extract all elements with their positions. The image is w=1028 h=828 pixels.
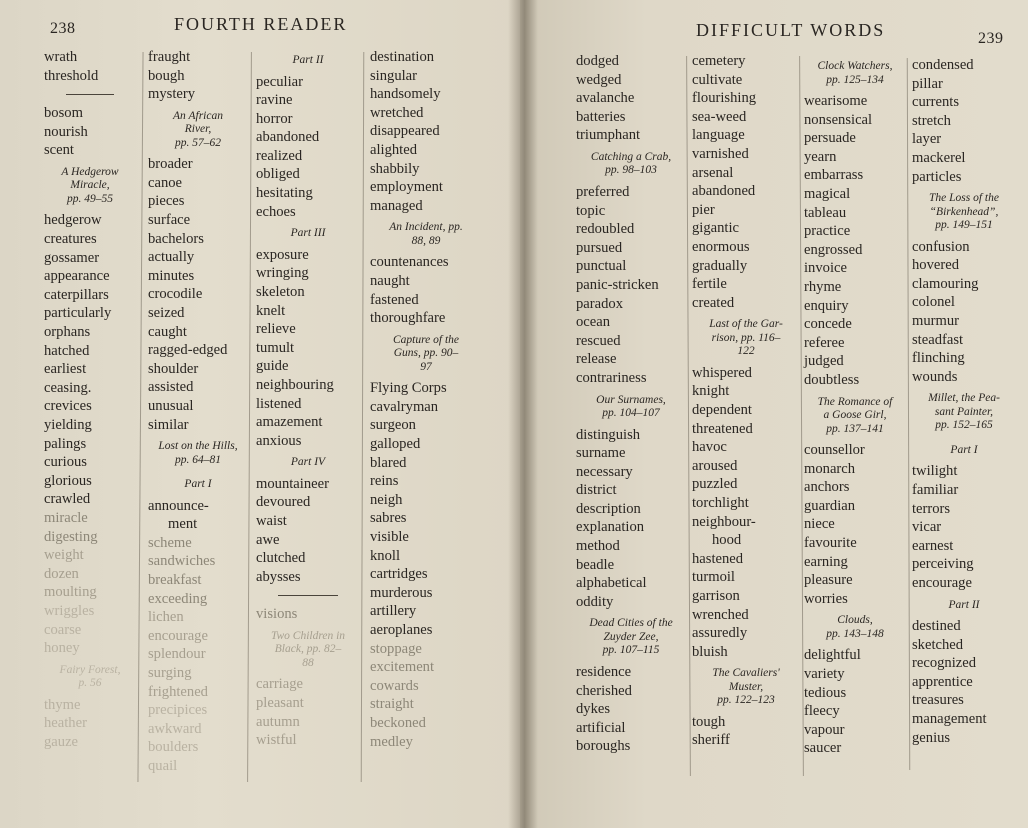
book-gutter bbox=[508, 0, 538, 828]
vocabulary-word: pleasant bbox=[256, 695, 304, 712]
vocabulary-word: vapour bbox=[804, 721, 845, 738]
vocabulary-word: language bbox=[692, 127, 745, 144]
section-heading: Part III bbox=[290, 227, 326, 240]
section-heading: Capture of the Guns, pp. 90– 97 bbox=[392, 333, 459, 373]
vocabulary-word: neigh bbox=[370, 491, 403, 508]
section-heading: Part II bbox=[292, 54, 324, 66]
vocabulary-word: ravine bbox=[256, 92, 293, 109]
vocabulary-word: beckoned bbox=[370, 714, 426, 731]
vocabulary-word: weight bbox=[44, 547, 84, 564]
section-heading: Our Surnames, pp. 104–107 bbox=[596, 393, 666, 419]
vocabulary-word: guardian bbox=[804, 497, 856, 514]
column-divider bbox=[137, 52, 143, 782]
vocabulary-word: judged bbox=[804, 353, 844, 370]
vocabulary-word: wrath bbox=[44, 49, 78, 65]
vocabulary-word: avalanche bbox=[576, 90, 635, 107]
vocabulary-word: gauze bbox=[44, 733, 79, 750]
vocabulary-word: cartridges bbox=[370, 566, 428, 583]
vocabulary-word: hatched bbox=[44, 342, 90, 359]
vocabulary-word: abandoned bbox=[256, 129, 320, 146]
vocabulary-word: managed bbox=[370, 197, 423, 214]
word-column-4 bbox=[370, 48, 482, 751]
section-heading: Two Children in Black, pp. 82– 88 bbox=[270, 629, 346, 669]
vocabulary-word: variety bbox=[804, 665, 845, 682]
vocabulary-word: carriage bbox=[256, 676, 303, 693]
vocabulary-word: surname bbox=[576, 445, 626, 462]
vocabulary-word: stoppage bbox=[370, 640, 422, 657]
vocabulary-word: worries bbox=[804, 590, 848, 607]
vocabulary-word: breakfast bbox=[148, 572, 202, 589]
section-heading: Part I bbox=[950, 443, 978, 456]
vocabulary-word: honey bbox=[44, 640, 80, 657]
vocabulary-word: residence bbox=[576, 663, 632, 680]
vocabulary-word: enormous bbox=[692, 238, 750, 255]
vocabulary-word: saucer bbox=[804, 740, 842, 757]
vocabulary-word: fraught bbox=[148, 49, 191, 65]
vocabulary-word: curious bbox=[44, 454, 87, 471]
vocabulary-word: method bbox=[576, 538, 620, 555]
vocabulary-word: digesting bbox=[44, 528, 98, 545]
vocabulary-word: knelt bbox=[256, 302, 286, 319]
vocabulary-word: glorious bbox=[44, 472, 92, 489]
vocabulary-word: galloped bbox=[370, 436, 421, 452]
section-heading: Fairy Forest, p. 56 bbox=[59, 663, 121, 690]
vocabulary-word: countenances bbox=[370, 254, 449, 271]
vocabulary-word: wistful bbox=[256, 732, 297, 749]
vocabulary-word: panic-stricken bbox=[576, 276, 659, 293]
section-heading: An Incident, pp. 88, 89 bbox=[389, 221, 463, 247]
vocabulary-word: surgeon bbox=[370, 417, 416, 434]
vocabulary-word: medley bbox=[370, 733, 413, 750]
vocabulary-word: embarrass bbox=[804, 167, 864, 184]
section-heading: Part II bbox=[948, 598, 980, 611]
vocabulary-word: bough bbox=[148, 67, 185, 84]
vocabulary-word: gigantic bbox=[692, 220, 740, 237]
vocabulary-word: necessary bbox=[576, 463, 633, 480]
vocabulary-word: actually bbox=[148, 249, 195, 266]
vocabulary-word: management bbox=[912, 711, 987, 728]
vocabulary-word: reins bbox=[370, 473, 399, 490]
vocabulary-word: whispered bbox=[692, 364, 752, 381]
vocabulary-word: assuredly bbox=[692, 625, 748, 642]
vocabulary-word: shabbily bbox=[370, 160, 420, 177]
vocabulary-word: vicar bbox=[912, 519, 942, 536]
word-column-3 bbox=[256, 48, 360, 750]
vocabulary-word: neighbouring bbox=[256, 376, 334, 393]
running-header: FOURTH READER bbox=[174, 14, 348, 34]
vocabulary-word: visible bbox=[370, 528, 409, 545]
vocabulary-word: redoubled bbox=[576, 221, 635, 238]
vocabulary-word: colonel bbox=[912, 294, 955, 311]
vocabulary-word: encourage bbox=[912, 574, 972, 591]
vocabulary-word: wringing bbox=[256, 265, 309, 282]
word-column-4 bbox=[912, 56, 1016, 747]
vocabulary-word: wearisome bbox=[804, 93, 868, 109]
vocabulary-word: hedgerow bbox=[44, 212, 102, 229]
vocabulary-word: cherished bbox=[576, 682, 632, 699]
vocabulary-word: devoured bbox=[256, 494, 311, 511]
section-heading: An African River, pp. 57–62 bbox=[173, 109, 223, 149]
vocabulary-word: nourish bbox=[44, 123, 88, 140]
vocabulary-word: thyme bbox=[44, 696, 81, 713]
vocabulary-word: created bbox=[692, 294, 735, 311]
vocabulary-word: yearn bbox=[804, 148, 837, 165]
column-divider bbox=[907, 58, 910, 770]
vocabulary-word: pillar bbox=[912, 75, 943, 92]
page-number: 239 bbox=[978, 30, 1004, 47]
vocabulary-word: sketched bbox=[912, 636, 964, 653]
section-heading: Part I bbox=[184, 478, 212, 491]
vocabulary-word: announce- bbox=[148, 497, 209, 514]
vocabulary-word: mystery bbox=[148, 86, 196, 103]
vocabulary-word: tumult bbox=[256, 339, 295, 356]
vocabulary-word: seized bbox=[148, 305, 185, 322]
vocabulary-word: caterpillars bbox=[44, 286, 109, 303]
vocabulary-word: surface bbox=[148, 212, 191, 229]
vocabulary-word: crocodile bbox=[148, 286, 203, 303]
vocabulary-word: cemetery bbox=[692, 53, 746, 69]
vocabulary-word: niece bbox=[804, 516, 835, 533]
vocabulary-word: apprentice bbox=[912, 673, 973, 690]
vocabulary-word: orphans bbox=[44, 324, 91, 341]
vocabulary-word: neighbour- bbox=[692, 513, 756, 530]
vocabulary-word: triumphant bbox=[576, 127, 641, 144]
vocabulary-word: sabres bbox=[370, 510, 407, 527]
vocabulary-word: counsellor bbox=[804, 442, 865, 458]
word-column-3 bbox=[804, 54, 906, 758]
vocabulary-word: arsenal bbox=[692, 164, 734, 181]
vocabulary-word: employment bbox=[370, 179, 443, 196]
vocabulary-word: genius bbox=[912, 729, 951, 746]
section-heading: A Hedgerow Miracle, pp. 49–55 bbox=[61, 165, 119, 205]
word-column-2 bbox=[148, 48, 248, 776]
vocabulary-word: scent bbox=[44, 142, 74, 159]
vocabulary-word: knoll bbox=[370, 547, 400, 564]
vocabulary-word: perceiving bbox=[912, 556, 974, 573]
vocabulary-word: blared bbox=[370, 454, 407, 471]
vocabulary-word: lichen bbox=[148, 609, 184, 626]
vocabulary-word: disappeared bbox=[370, 123, 440, 140]
vocabulary-word: dozen bbox=[44, 565, 79, 582]
vocabulary-word: bachelors bbox=[148, 230, 204, 247]
vocabulary-word: moulting bbox=[44, 584, 97, 601]
vocabulary-word: hovered bbox=[912, 257, 960, 274]
column-divider bbox=[361, 52, 365, 782]
vocabulary-word: dykes bbox=[576, 701, 611, 718]
section-rule bbox=[278, 595, 338, 596]
vocabulary-word: explanation bbox=[576, 519, 645, 536]
vocabulary-word: realized bbox=[256, 147, 303, 164]
vocabulary-word: pier bbox=[692, 201, 715, 218]
vocabulary-word: havoc bbox=[692, 439, 727, 456]
vocabulary-word: tableau bbox=[804, 204, 847, 221]
vocabulary-word: awkward bbox=[148, 720, 202, 737]
vocabulary-word: hood bbox=[712, 532, 742, 549]
vocabulary-word: broader bbox=[148, 156, 193, 173]
vocabulary-word: exposure bbox=[256, 246, 309, 263]
vocabulary-word: ragged-edged bbox=[148, 342, 228, 359]
vocabulary-word: beadle bbox=[576, 556, 615, 573]
vocabulary-word: earning bbox=[804, 553, 848, 570]
vocabulary-word: clamouring bbox=[912, 275, 979, 292]
section-heading: Part IV bbox=[290, 456, 326, 469]
vocabulary-word: anxious bbox=[256, 432, 302, 449]
vocabulary-word: persuade bbox=[804, 130, 856, 147]
vocabulary-word: torchlight bbox=[692, 494, 749, 511]
vocabulary-word: gradually bbox=[692, 257, 748, 274]
vocabulary-word: skeleton bbox=[256, 283, 305, 300]
vocabulary-word: enquiry bbox=[804, 297, 849, 314]
vocabulary-word: horror bbox=[256, 110, 293, 127]
section-heading: Clouds, pp. 143–148 bbox=[826, 614, 884, 640]
vocabulary-word: boulders bbox=[148, 739, 199, 756]
section-heading: Dead Cities of the Zuyder Zee, pp. 107–115 bbox=[589, 617, 673, 657]
vocabulary-word: preferred bbox=[576, 183, 630, 200]
vocabulary-word: echoes bbox=[256, 203, 296, 220]
vocabulary-word: favourite bbox=[804, 534, 857, 551]
vocabulary-word: varnished bbox=[692, 145, 749, 162]
vocabulary-word: sandwiches bbox=[148, 553, 216, 570]
vocabulary-word: puzzled bbox=[692, 476, 738, 493]
vocabulary-word: earnest bbox=[912, 537, 954, 554]
vocabulary-word: palings bbox=[44, 435, 87, 452]
vocabulary-word: doubtless bbox=[804, 371, 860, 388]
vocabulary-word: hastened bbox=[692, 550, 744, 567]
page-number: 238 bbox=[50, 20, 76, 37]
vocabulary-word: artificial bbox=[576, 719, 626, 736]
vocabulary-word: district bbox=[576, 482, 617, 499]
section-heading: The Romance of a Goose Girl, pp. 137–141 bbox=[817, 395, 893, 435]
vocabulary-word: knight bbox=[692, 383, 730, 400]
vocabulary-word: exceeding bbox=[148, 590, 208, 607]
vocabulary-word: anchors bbox=[804, 479, 850, 496]
vocabulary-word: pursued bbox=[576, 239, 623, 256]
section-heading: Catching a Crab, pp. 98–103 bbox=[590, 150, 672, 177]
vocabulary-word: gossamer bbox=[44, 249, 100, 266]
vocabulary-word: ment bbox=[168, 516, 198, 533]
vocabulary-word: coarse bbox=[44, 621, 82, 638]
vocabulary-word: pleasure bbox=[804, 572, 853, 589]
vocabulary-word: shoulder bbox=[148, 360, 199, 377]
vocabulary-word: pieces bbox=[148, 193, 185, 210]
vocabulary-word: quail bbox=[148, 758, 178, 774]
word-column-1 bbox=[576, 52, 686, 756]
vocabulary-word: tedious bbox=[804, 684, 847, 701]
vocabulary-word: particularly bbox=[44, 305, 112, 322]
vocabulary-word: invoice bbox=[804, 260, 847, 277]
vocabulary-word: confusion bbox=[912, 238, 970, 255]
vocabulary-word: bosom bbox=[44, 105, 83, 122]
vocabulary-word: currents bbox=[912, 94, 960, 111]
section-heading: Last of the Gar- rison, pp. 116– 122 bbox=[709, 318, 783, 358]
vocabulary-word: layer bbox=[912, 131, 942, 148]
column-divider bbox=[686, 56, 691, 776]
vocabulary-word: threatened bbox=[692, 420, 753, 437]
vocabulary-word: dependent bbox=[692, 402, 752, 418]
section-heading: Clock Watchers, pp. 125–134 bbox=[817, 60, 893, 86]
vocabulary-word: amazement bbox=[256, 414, 323, 431]
vocabulary-word: magical bbox=[804, 185, 851, 202]
vocabulary-word: contrariness bbox=[576, 369, 647, 386]
vocabulary-word: mountaineer bbox=[256, 475, 329, 492]
vocabulary-word: minutes bbox=[148, 267, 195, 284]
vocabulary-word: threshold bbox=[44, 67, 99, 84]
vocabulary-word: monarch bbox=[804, 460, 856, 477]
vocabulary-word: waist bbox=[256, 512, 287, 529]
vocabulary-word: turmoil bbox=[692, 569, 735, 586]
vocabulary-word: murderous bbox=[370, 584, 433, 601]
vocabulary-word: engrossed bbox=[804, 241, 863, 258]
vocabulary-word: mackerel bbox=[912, 149, 966, 166]
vocabulary-word: description bbox=[576, 500, 641, 517]
vocabulary-word: steadfast bbox=[912, 331, 964, 348]
vocabulary-word: yielding bbox=[44, 417, 92, 433]
vocabulary-word: hesitating bbox=[256, 185, 313, 202]
vocabulary-word: flourishing bbox=[692, 90, 757, 107]
vocabulary-word: rhyme bbox=[804, 278, 842, 295]
vocabulary-word: destination bbox=[370, 49, 435, 65]
vocabulary-word: twilight bbox=[912, 463, 958, 480]
vocabulary-word: tough bbox=[692, 713, 726, 730]
vocabulary-word: straight bbox=[370, 696, 414, 713]
word-column-1 bbox=[44, 48, 136, 752]
vocabulary-word: oddity bbox=[576, 593, 614, 610]
word-column-2 bbox=[692, 52, 800, 750]
vocabulary-word: topic bbox=[576, 202, 606, 219]
vocabulary-word: nonsensical bbox=[804, 111, 873, 128]
vocabulary-word: listened bbox=[256, 395, 302, 412]
vocabulary-word: wounds bbox=[912, 368, 958, 385]
vocabulary-word: abandoned bbox=[692, 183, 756, 200]
vocabulary-word: encourage bbox=[148, 627, 208, 644]
vocabulary-word: precipices bbox=[148, 702, 208, 719]
vocabulary-word: rescued bbox=[576, 332, 621, 349]
vocabulary-word: practice bbox=[804, 223, 851, 240]
vocabulary-word: recognized bbox=[912, 655, 977, 672]
vocabulary-word: dodged bbox=[576, 53, 619, 69]
vocabulary-word: cowards bbox=[370, 677, 419, 694]
vocabulary-word: miracle bbox=[44, 509, 88, 526]
section-heading: Millet, the Pea- sant Painter, pp. 152–165 bbox=[928, 392, 1000, 432]
vocabulary-word: aeroplanes bbox=[370, 621, 433, 638]
vocabulary-word: release bbox=[576, 351, 617, 368]
vocabulary-word: assisted bbox=[148, 379, 194, 396]
right-page bbox=[520, 0, 1028, 828]
vocabulary-word: heather bbox=[44, 715, 87, 732]
vocabulary-word: handsomely bbox=[370, 86, 441, 103]
vocabulary-word: relieve bbox=[256, 321, 296, 338]
vocabulary-word: sea-weed bbox=[692, 108, 747, 125]
vocabulary-word: canoe bbox=[148, 174, 183, 191]
vocabulary-word: distinguish bbox=[576, 426, 641, 443]
vocabulary-word: splendour bbox=[148, 646, 206, 663]
vocabulary-word: boroughs bbox=[576, 738, 631, 755]
vocabulary-word: sheriff bbox=[692, 732, 730, 749]
vocabulary-word: fleecy bbox=[804, 703, 840, 720]
vocabulary-word: fastened bbox=[370, 291, 419, 308]
vocabulary-word: caught bbox=[148, 323, 187, 340]
vocabulary-word: abysses bbox=[256, 568, 301, 585]
vocabulary-word: peculiar bbox=[256, 73, 303, 90]
vocabulary-word: cultivate bbox=[692, 71, 743, 88]
vocabulary-word: wrenched bbox=[692, 606, 749, 623]
vocabulary-word: garrison bbox=[692, 587, 740, 604]
vocabulary-word: fertile bbox=[692, 276, 727, 293]
vocabulary-word: visions bbox=[256, 606, 298, 623]
vocabulary-word: thoroughfare bbox=[370, 310, 446, 327]
vocabulary-word: unusual bbox=[148, 398, 194, 414]
vocabulary-word: destined bbox=[912, 618, 961, 635]
vocabulary-word: wriggles bbox=[44, 602, 95, 619]
vocabulary-word: familiar bbox=[912, 482, 959, 498]
vocabulary-word: guide bbox=[256, 358, 289, 375]
vocabulary-word: batteries bbox=[576, 108, 626, 125]
vocabulary-word: ocean bbox=[576, 314, 611, 331]
vocabulary-word: referee bbox=[804, 334, 845, 351]
vocabulary-word: murmur bbox=[912, 313, 960, 330]
vocabulary-word: cavalryman bbox=[370, 398, 439, 415]
vocabulary-word: bluish bbox=[692, 643, 728, 660]
vocabulary-word: creatures bbox=[44, 231, 97, 248]
vocabulary-word: particles bbox=[912, 168, 962, 185]
vocabulary-word: surging bbox=[148, 665, 192, 682]
vocabulary-word: wretched bbox=[370, 104, 424, 121]
vocabulary-word: earliest bbox=[44, 361, 87, 378]
vocabulary-word: delightful bbox=[804, 647, 861, 664]
vocabulary-word: punctual bbox=[576, 258, 627, 275]
section-heading: The Loss of the “Birkenhead”, pp. 149–151 bbox=[929, 192, 999, 232]
vocabulary-word: scheme bbox=[148, 534, 192, 551]
vocabulary-word: singular bbox=[370, 67, 418, 84]
vocabulary-word: concede bbox=[804, 316, 852, 333]
section-rule bbox=[66, 94, 114, 95]
vocabulary-word: crevices bbox=[44, 398, 92, 415]
vocabulary-word: artillery bbox=[370, 603, 417, 620]
vocabulary-word: aroused bbox=[692, 457, 738, 474]
vocabulary-word: terrors bbox=[912, 500, 951, 517]
vocabulary-word: naught bbox=[370, 272, 410, 289]
vocabulary-word: condensed bbox=[912, 57, 974, 73]
vocabulary-word: appearance bbox=[44, 268, 110, 285]
vocabulary-word: autumn bbox=[256, 713, 300, 730]
vocabulary-word: clutched bbox=[256, 550, 306, 567]
vocabulary-word: treasures bbox=[912, 692, 964, 709]
vocabulary-word: paradox bbox=[576, 295, 624, 312]
vocabulary-word: ceasing. bbox=[44, 379, 92, 396]
section-heading: The Cavaliers' Muster, pp. 122–123 bbox=[712, 667, 780, 707]
vocabulary-word: stretch bbox=[912, 112, 951, 129]
vocabulary-word: Flying Corps bbox=[370, 380, 447, 397]
vocabulary-word: obliged bbox=[256, 166, 300, 183]
section-heading: Lost on the Hills, pp. 64–81 bbox=[158, 440, 238, 466]
vocabulary-word: wedged bbox=[576, 71, 622, 88]
vocabulary-word: awe bbox=[256, 531, 280, 548]
vocabulary-word: similar bbox=[148, 416, 189, 433]
vocabulary-word: excitement bbox=[370, 659, 435, 676]
vocabulary-word: frightened bbox=[148, 683, 208, 700]
vocabulary-word: alphabetical bbox=[576, 575, 647, 592]
vocabulary-word: crawled bbox=[44, 491, 91, 508]
vocabulary-word: flinching bbox=[912, 350, 965, 367]
running-header: DIFFICULT WORDS bbox=[696, 20, 886, 40]
vocabulary-word: alighted bbox=[370, 141, 418, 158]
